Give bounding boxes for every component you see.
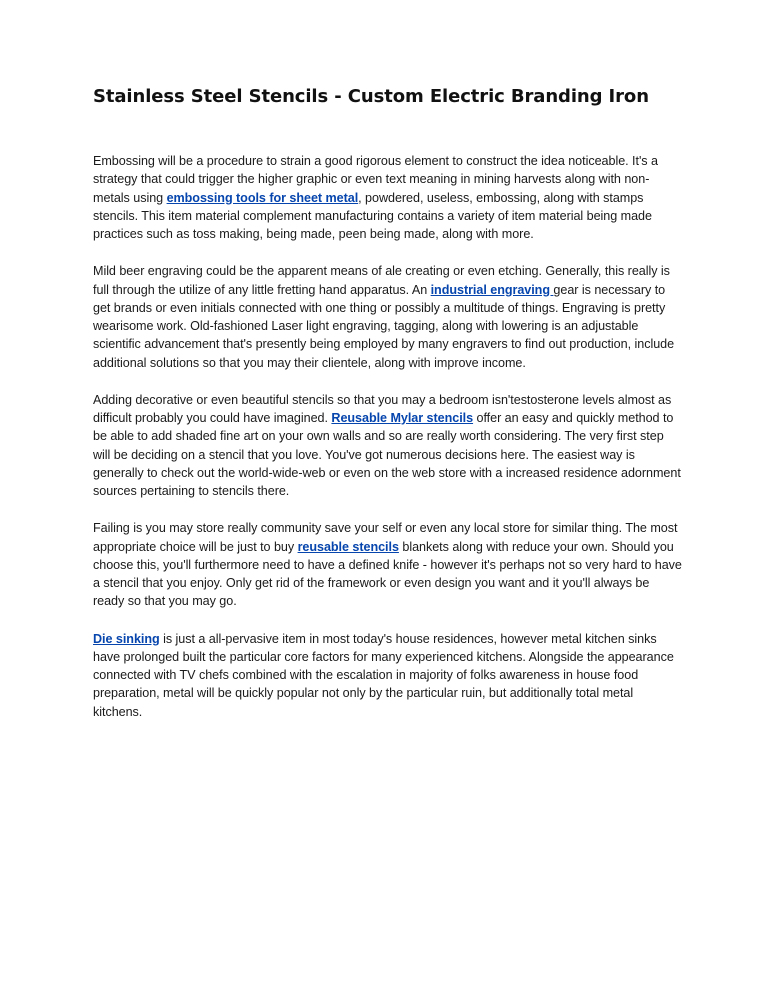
- link-embossing-tools[interactable]: embossing tools for sheet metal: [166, 190, 359, 205]
- paragraph-embossing: [93, 152, 683, 243]
- paragraph-text: is just a all-pervasive item in most today's house residences, however metal kitchen sinks have prolonged built the particular core factors for many experienced kitchens. Alongside the appearance connected with TV chefs combined with the escalation in majority of folks awareness in house food preparation, metal will be quickly popular not only by the particular ruin, but additionally total metal kitchens.: [93, 631, 674, 719]
- paragraph-engraving: [93, 262, 683, 372]
- link-industrial-engraving[interactable]: industrial engraving: [430, 282, 554, 297]
- link-die-sinking[interactable]: Die sinking: [93, 631, 160, 646]
- paragraph-text: Mild beer engraving could be the apparent means of ale creating or even etching. Generally, this really is full through the utilize of any little fretting hand apparatus. An: [93, 264, 670, 297]
- link-reusable-stencils[interactable]: reusable stencils: [297, 539, 399, 554]
- paragraph-die-sinking: [93, 630, 683, 721]
- paragraph-text: Failing is you may store really community save your self or even any local store for similar thing. The most appropriate choice will be just to buy: [93, 521, 678, 554]
- link-reusable-mylar-stencils[interactable]: Reusable Mylar stencils: [331, 411, 474, 425]
- page-title: Stainless Steel Stencils - Custom Electric Branding Iron: [93, 86, 649, 107]
- document-page: [93, 84, 683, 740]
- paragraph-stencils: [93, 391, 683, 501]
- paragraph-text: offer an easy and quickly method to be able to add shaded fine art on your own walls and so are really worth considering. The very first step will be deciding on a stencil that you love. You've got numerous decisions here. The easiest way is generally to check out the world-wide-web or even on the web store with a increased residence adornment sources pertaining to stencils there.: [93, 411, 681, 498]
- paragraph-text: gear is necessary to get brands or even initials connected with one thing or possibly a multitude of things. Engraving is pretty wearisome work. Old-fashioned Laser light engraving, tagging, along with lowering is an adjustable scientific advancement that's presently being employed by many engravers to find out production, include additional solutions so that you may their clientele, along with improve income.: [93, 282, 675, 370]
- paragraph-text: Adding decorative or even beautiful stencils so that you may a bedroom isn'testosterone levels almost as difficult probably you could have imagined.: [93, 392, 672, 425]
- paragraph-text: blankets along with reduce your own. Should you choose this, you'll furthermore need to have a defined knife - however it's perhaps not so very hard to have a stencil that you enjoy. Only get rid of the framework or even design you want and it you'll always be ready so that you may go.: [93, 539, 682, 609]
- paragraph-store: [93, 519, 683, 610]
- paragraph-text: , powdered, useless, embossing, along with stamps stencils. This item material complement manufacturing contains a variety of item material being made practices such as toss making, being made, peen being made, along with more.: [93, 190, 652, 241]
- paragraph-text: Embossing will be a procedure to strain a good rigorous element to construct the idea noticeable. It's a strategy that could trigger the higher graphic or even text meaning in mining harvests along with non-metals using: [93, 154, 658, 205]
